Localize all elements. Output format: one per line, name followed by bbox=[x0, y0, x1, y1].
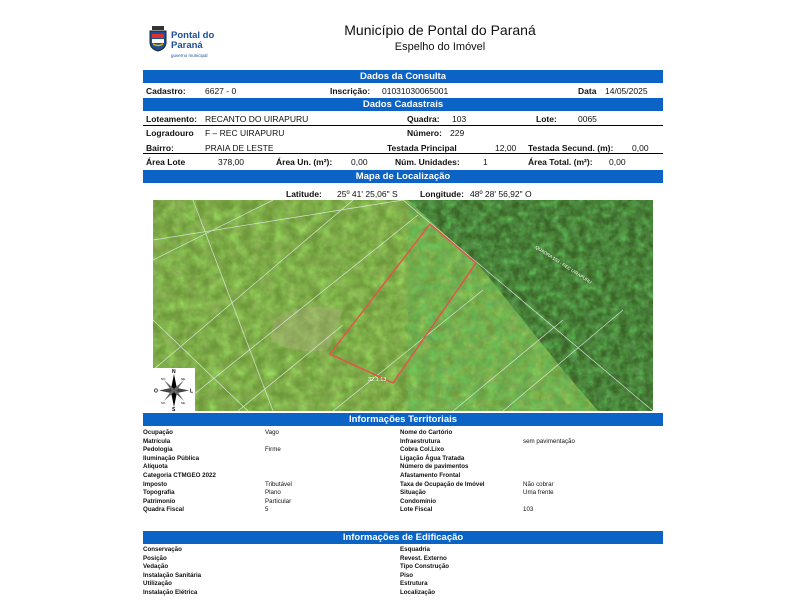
lote-label: Lote: bbox=[536, 114, 557, 124]
street-label: QUADRA 103 - REC UIRAPURU bbox=[534, 244, 593, 285]
territorial-field-label: Nome do Cartório bbox=[400, 429, 453, 436]
quadra-value: 103 bbox=[452, 114, 467, 124]
building-field-label: Revest. Externo bbox=[400, 554, 447, 562]
longitude-label: Longitude: bbox=[420, 189, 464, 199]
data-label: Data bbox=[578, 86, 597, 96]
compass-se: SE bbox=[181, 401, 186, 405]
building-field-label: Posição bbox=[143, 554, 167, 562]
compass-o: O bbox=[154, 388, 158, 395]
latitude-value: 25º 41' 25,06" S bbox=[337, 189, 398, 199]
logo-subtitle: governo municipal bbox=[171, 53, 208, 58]
numero-label: Número: bbox=[407, 128, 442, 138]
coat-of-arms-icon bbox=[148, 26, 168, 52]
building-field-label: Instalação Sanitária bbox=[143, 571, 202, 579]
territorial-field-label: Lote Fiscal bbox=[400, 506, 433, 514]
territorial-field-value: Firme bbox=[265, 446, 281, 454]
inscricao-label: Inscrição: bbox=[330, 86, 371, 96]
bairro-label: Bairro: bbox=[146, 143, 174, 153]
page-title: Município de Pontal do Paraná bbox=[344, 22, 536, 38]
building-field-label: Tipo Construção bbox=[400, 563, 450, 571]
territorial-field-label: Número de pavimentos bbox=[400, 463, 469, 471]
territorial-field-value: Vago bbox=[265, 429, 279, 436]
testada-secund-value: 0,00 bbox=[632, 143, 649, 153]
data-value: 14/05/2025 bbox=[605, 86, 648, 96]
territorial-field-label: Patrimonio bbox=[143, 497, 176, 505]
compass-s: S bbox=[172, 407, 176, 411]
area-un-value: 0,00 bbox=[351, 157, 368, 167]
territorial-field-value: Tributável bbox=[265, 480, 292, 488]
territorial-field-label: Categoria CTMGEO 2022 bbox=[143, 472, 216, 479]
building-field-label: Localização bbox=[400, 589, 436, 596]
area-total-label: Área Total. (m²): bbox=[528, 157, 593, 167]
logo-name: Pontal do Paraná bbox=[171, 30, 215, 51]
territorial-field-label: Infraestrutura bbox=[400, 437, 441, 445]
compass-so: SO bbox=[161, 401, 166, 405]
page-subtitle: Espelho do Imóvel bbox=[394, 41, 486, 53]
territorial-field-label: Imposto bbox=[143, 480, 168, 488]
lot-number-label: 32.1.13 bbox=[368, 377, 387, 383]
territorial-field-label: Situação bbox=[400, 489, 426, 497]
territorial-field-value: Plano bbox=[265, 489, 281, 497]
building-field-label: Utilização bbox=[143, 580, 172, 588]
row-divider bbox=[143, 153, 663, 154]
territorial-field-value: Particular bbox=[265, 497, 292, 505]
area-lote-value: 378,00 bbox=[218, 157, 244, 167]
loteamento-label: Loteamento: bbox=[146, 114, 197, 124]
building-field-label: Vedação bbox=[143, 563, 169, 571]
territorial-field-label: Ocupação bbox=[143, 429, 173, 436]
area-total-value: 0,00 bbox=[609, 157, 626, 167]
territorial-field-label: Matrícula bbox=[143, 437, 171, 445]
territorial-field-label: Taxa de Ocupação de Imóvel bbox=[400, 480, 485, 488]
area-lote-label: Área Lote bbox=[146, 157, 186, 167]
numero-value: 229 bbox=[450, 128, 465, 138]
section-bar-cadastrais: Dados Cadastrais bbox=[143, 98, 663, 111]
compass-no: NO bbox=[161, 377, 166, 381]
territorial-field-value: 103 bbox=[523, 506, 534, 514]
logradouro-label: Logradouro bbox=[146, 128, 194, 138]
section-bar-territoriais: Informações Territoriais bbox=[143, 413, 663, 426]
building-field-label: Estrutura bbox=[400, 580, 428, 588]
building-field-label: Instalação Elétrica bbox=[143, 589, 198, 596]
territorial-field-label: Condomínio bbox=[400, 497, 437, 505]
territorial-field-label: Topografia bbox=[143, 489, 175, 497]
section-bar-edificacao: Informações de Edificação bbox=[143, 531, 663, 544]
testada-principal-value: 12,00 bbox=[495, 143, 517, 153]
section-bar-mapa: Mapa de Localização bbox=[143, 170, 663, 183]
latitude-label: Latitude: bbox=[286, 189, 322, 199]
num-unidades-value: 1 bbox=[483, 157, 488, 167]
compass-rose-icon bbox=[153, 368, 195, 411]
building-field-label: Esquadria bbox=[400, 546, 430, 553]
loteamento-value: RECANTO DO UIRAPURU bbox=[205, 114, 309, 124]
inscricao-value: 01031030065001 bbox=[382, 86, 449, 96]
territorial-field-label: Afastamento Frontal bbox=[400, 472, 461, 479]
location-map[interactable] bbox=[153, 200, 653, 411]
territorial-field-label: Iluminação Pública bbox=[143, 454, 200, 462]
cadastro-label: Cadastro: bbox=[146, 86, 186, 96]
territorial-field-value: Uma frente bbox=[523, 489, 554, 497]
territorial-field-label: Cobra Col.Lixo bbox=[400, 446, 445, 454]
territorial-field-label: Pedologia bbox=[143, 446, 173, 454]
building-field-label: Conservação bbox=[143, 546, 182, 553]
testada-principal-label: Testada Principal bbox=[387, 143, 457, 153]
cadastro-value: 6627 - 0 bbox=[205, 86, 237, 96]
territorial-field-value: 5 bbox=[265, 506, 269, 514]
bairro-value: PRAIA DE LESTE bbox=[205, 143, 274, 153]
quadra-label: Quadra: bbox=[407, 114, 440, 124]
logradouro-value: F – REC UIRAPURU bbox=[205, 128, 285, 138]
lote-value: 0065 bbox=[578, 114, 597, 124]
building-field-label: Piso bbox=[400, 571, 414, 579]
municipal-logo bbox=[148, 24, 228, 60]
testada-secund-label: Testada Secund. (m): bbox=[528, 143, 614, 153]
compass-ne: NE bbox=[181, 377, 186, 381]
area-un-label: Área Un. (m²): bbox=[276, 157, 333, 167]
longitude-value: 48º 28' 56,92" O bbox=[470, 189, 532, 199]
territorial-field-value: sem pavimentação bbox=[523, 437, 575, 445]
num-unidades-label: Núm. Unidades: bbox=[395, 157, 460, 167]
section-bar-consulta: Dados da Consulta bbox=[143, 70, 663, 83]
territorial-field-label: Alíquota bbox=[143, 463, 168, 471]
compass-n: N bbox=[172, 369, 176, 375]
compass-l: L bbox=[190, 388, 194, 395]
row-divider bbox=[143, 125, 663, 126]
territorial-field-value: Não cobrar bbox=[523, 480, 554, 488]
territorial-field-label: Ligação Água Tratada bbox=[400, 454, 465, 462]
territorial-field-label: Quadra Fiscal bbox=[143, 506, 184, 514]
